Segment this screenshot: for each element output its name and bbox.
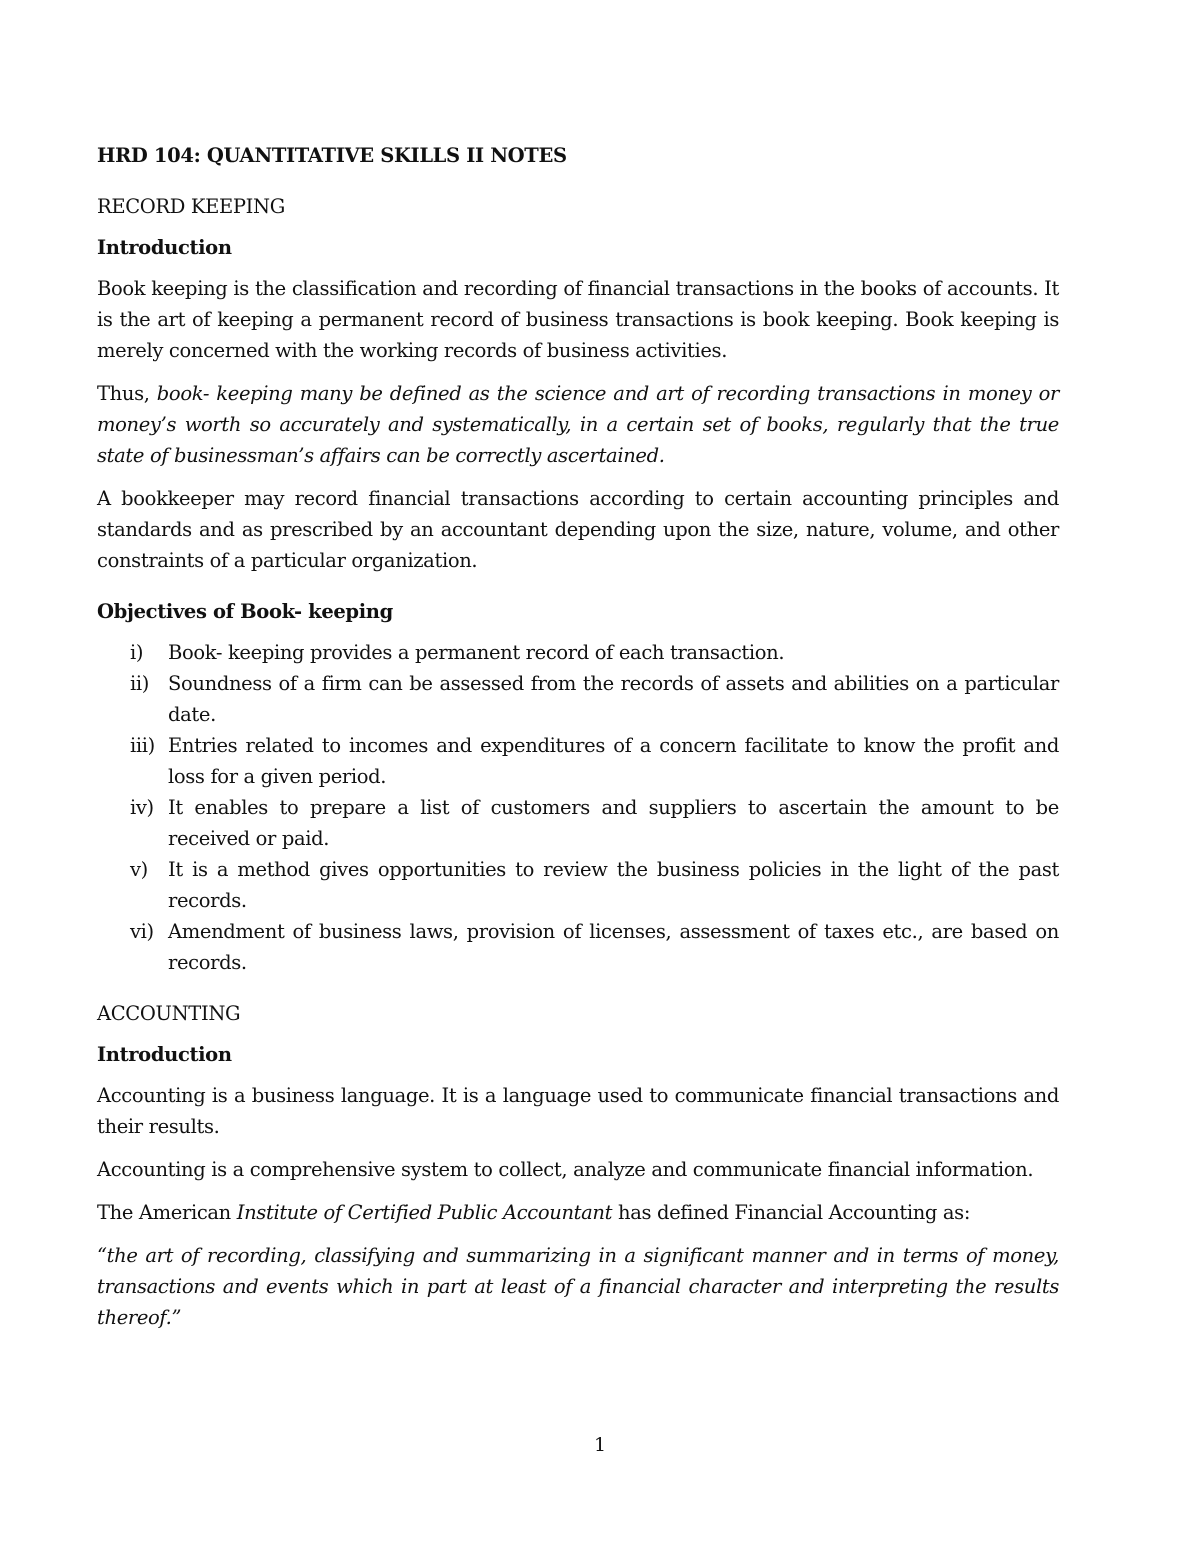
aicpa-tail-text: has defined Financial Accounting as:	[612, 1201, 971, 1224]
document-title: HRD 104: QUANTITATIVE SKILLS II NOTES	[97, 144, 567, 167]
list-item	[97, 792, 1059, 854]
list-item-text: Book- keeping provides a permanent record of each transaction.	[168, 641, 785, 664]
accounting-definition-quote	[97, 1240, 1059, 1333]
accounting-heading: ACCOUNTING	[97, 1002, 241, 1025]
accounting-paragraph-1: Accounting is a business language. It is a language used to communicate financial transactions and their results.	[97, 1084, 1059, 1138]
objectives-heading: Objectives of Book- keeping	[97, 600, 393, 623]
list-item-number: v)	[130, 858, 148, 881]
record-keeping-paragraph-3: A bookkeeper may record financial transactions according to certain accounting principles and standards and as prescribed by an accountant depending upon the size, nature, volume, and other constraints of a particular organization.	[97, 487, 1059, 572]
list-item	[97, 854, 1059, 916]
record-keeping-paragraph-1: Book keeping is the classification and recording of financial transactions in the books of accounts. It is the art of keeping a permanent record of business transactions is book keeping. Book keeping is merely concerned with the working records of business activities.	[97, 277, 1059, 362]
list-item	[97, 916, 1059, 978]
book-keeping-definition: book- keeping many be defined as the science and art of recording transactions in money or money’s worth so accurately and systematically, in a certain set of books, regularly that the true state of businessman’s affairs can be correctly ascertained.	[97, 382, 1059, 467]
list-item	[97, 730, 1059, 792]
list-item-text: Amendment of business laws, provision of licenses, assessment of taxes etc., are based on records.	[168, 920, 1059, 974]
list-item-text: Entries related to incomes and expenditures of a concern facilitate to know the profit and loss for a given period.	[168, 734, 1059, 788]
list-item-text: It is a method gives opportunities to review the business policies in the light of the past records.	[168, 858, 1059, 912]
definition-quote-text: “the art of recording, classifying and summarizing in a significant manner and in terms of money, transactions and events which in part at least of a financial character and interpreting the results thereof.”	[97, 1244, 1059, 1329]
list-item-number: i)	[130, 641, 144, 664]
record-keeping-heading: RECORD KEEPING	[97, 195, 285, 218]
record-keeping-intro-heading: Introduction	[97, 236, 232, 259]
document-page	[97, 140, 1059, 1345]
definition-lead-text: Thus,	[97, 382, 157, 405]
list-item-text: It enables to prepare a list of customers and suppliers to ascertain the amount to be received or paid.	[168, 796, 1059, 850]
list-item	[97, 637, 1059, 668]
aicpa-lead-text: The American	[97, 1201, 237, 1224]
record-keeping-paragraph-2	[97, 378, 1059, 471]
objectives-list	[97, 637, 1059, 978]
list-item-number: iii)	[130, 734, 155, 757]
list-item-number: iv)	[130, 796, 154, 819]
list-item-number: vi)	[130, 920, 154, 943]
accounting-paragraph-2: Accounting is a comprehensive system to collect, analyze and communicate financial information.	[97, 1158, 1034, 1181]
accounting-paragraph-3	[97, 1197, 1059, 1228]
list-item	[97, 668, 1059, 730]
list-item-text: Soundness of a firm can be assessed from the records of assets and abilities on a particular date.	[168, 672, 1059, 726]
list-item-number: ii)	[130, 672, 150, 695]
accounting-intro-heading: Introduction	[97, 1043, 232, 1066]
aicpa-name: Institute of Certified Public Accountant	[236, 1201, 613, 1224]
page-number: 1	[593, 1434, 607, 1456]
